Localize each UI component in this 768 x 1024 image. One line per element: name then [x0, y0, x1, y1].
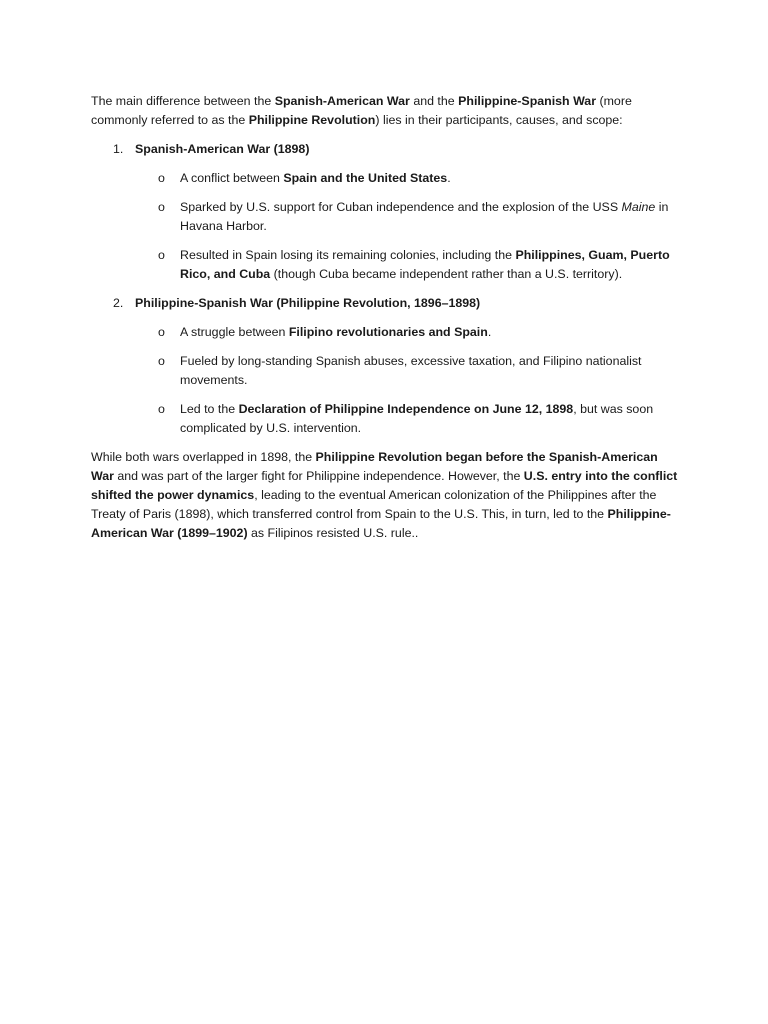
intro-bold: Philippine-Spanish War	[458, 94, 597, 108]
bullet-marker: o	[158, 248, 165, 262]
intro-text: The main difference between the	[91, 94, 275, 108]
bullet-bold: Spain and the United States	[283, 171, 448, 185]
list-item	[91, 323, 681, 342]
list-item	[91, 400, 681, 438]
bullet-marker: o	[158, 171, 165, 185]
outro-text: as Filipinos resisted U.S. rule..	[247, 526, 419, 540]
bullet-marker: o	[158, 200, 165, 214]
intro-paragraph	[91, 92, 681, 130]
list-item	[91, 352, 681, 390]
list-number: 2.	[113, 296, 124, 310]
bullet-bold: Philippines, Guam, Puerto Rico, and Cuba	[180, 248, 670, 281]
list-item	[91, 246, 681, 284]
bullet-marker: o	[158, 354, 165, 368]
bullet-bold: Declaration of Philippine Independence on June 12, 1898	[238, 402, 574, 416]
document-body	[91, 92, 681, 543]
bullet-text: Sparked by U.S. support for Cuban independence and the explosion of the USS	[180, 200, 622, 214]
intro-bold: Spanish-American War	[274, 94, 410, 108]
bullet-italic: Maine	[621, 200, 656, 214]
bullet-text: , but was soon complicated by U.S. intervention.	[180, 402, 654, 435]
bullet-list-2	[91, 323, 681, 438]
bullet-bold: Filipino revolutionaries and Spain	[288, 325, 488, 339]
bullet-text: A struggle between	[180, 325, 289, 339]
intro-text: (more commonly referred to as the	[91, 94, 632, 127]
bullet-text: in Havana Harbor.	[180, 200, 669, 233]
numbered-item-1	[91, 140, 681, 159]
outro-text: , leading to the eventual American colonization of the Philippines after the Treaty of Paris (1898), which transferred control from Spain to the U.S. This, in turn, led to the	[91, 488, 657, 521]
outro-text: and was part of the larger fight for Philippine independence. However, the	[113, 469, 524, 483]
section-heading: Philippine-Spanish War (Philippine Revolution, 1896–1898)	[135, 296, 481, 310]
bullet-text: Resulted in Spain losing its remaining colonies, including the	[180, 248, 516, 262]
list-item	[91, 169, 681, 188]
section-heading: Spanish-American War (1898)	[135, 142, 310, 156]
numbered-item-2	[91, 294, 681, 313]
bullet-text: A conflict between	[180, 171, 284, 185]
bullet-list-1	[91, 169, 681, 284]
bullet-text: .	[487, 325, 492, 339]
intro-bold: Philippine Revolution	[248, 113, 376, 127]
outro-text: While both wars overlapped in 1898, the	[91, 450, 316, 464]
list-item	[91, 198, 681, 236]
bullet-text: .	[447, 171, 451, 185]
bullet-text: (though Cuba became independent rather than a U.S. territory).	[270, 267, 623, 281]
bullet-text: Led to the	[180, 402, 239, 416]
outro-bold: Philippine Revolution began before the Spanish-American War	[91, 450, 658, 483]
conclusion-paragraph	[91, 448, 681, 543]
bullet-marker: o	[158, 402, 165, 416]
outro-bold: Philippine-American War (1899–1902)	[91, 507, 671, 540]
bullet-text: Fueled by long-standing Spanish abuses, excessive taxation, and Filipino nationalist movements.	[180, 354, 642, 387]
outro-bold: U.S. entry into the conflict shifted the power dynamics	[91, 469, 678, 502]
bullet-marker: o	[158, 325, 165, 339]
intro-text: ) lies in their participants, causes, and scope:	[375, 113, 623, 127]
list-number: 1.	[113, 142, 124, 156]
intro-text: and the	[409, 94, 459, 108]
